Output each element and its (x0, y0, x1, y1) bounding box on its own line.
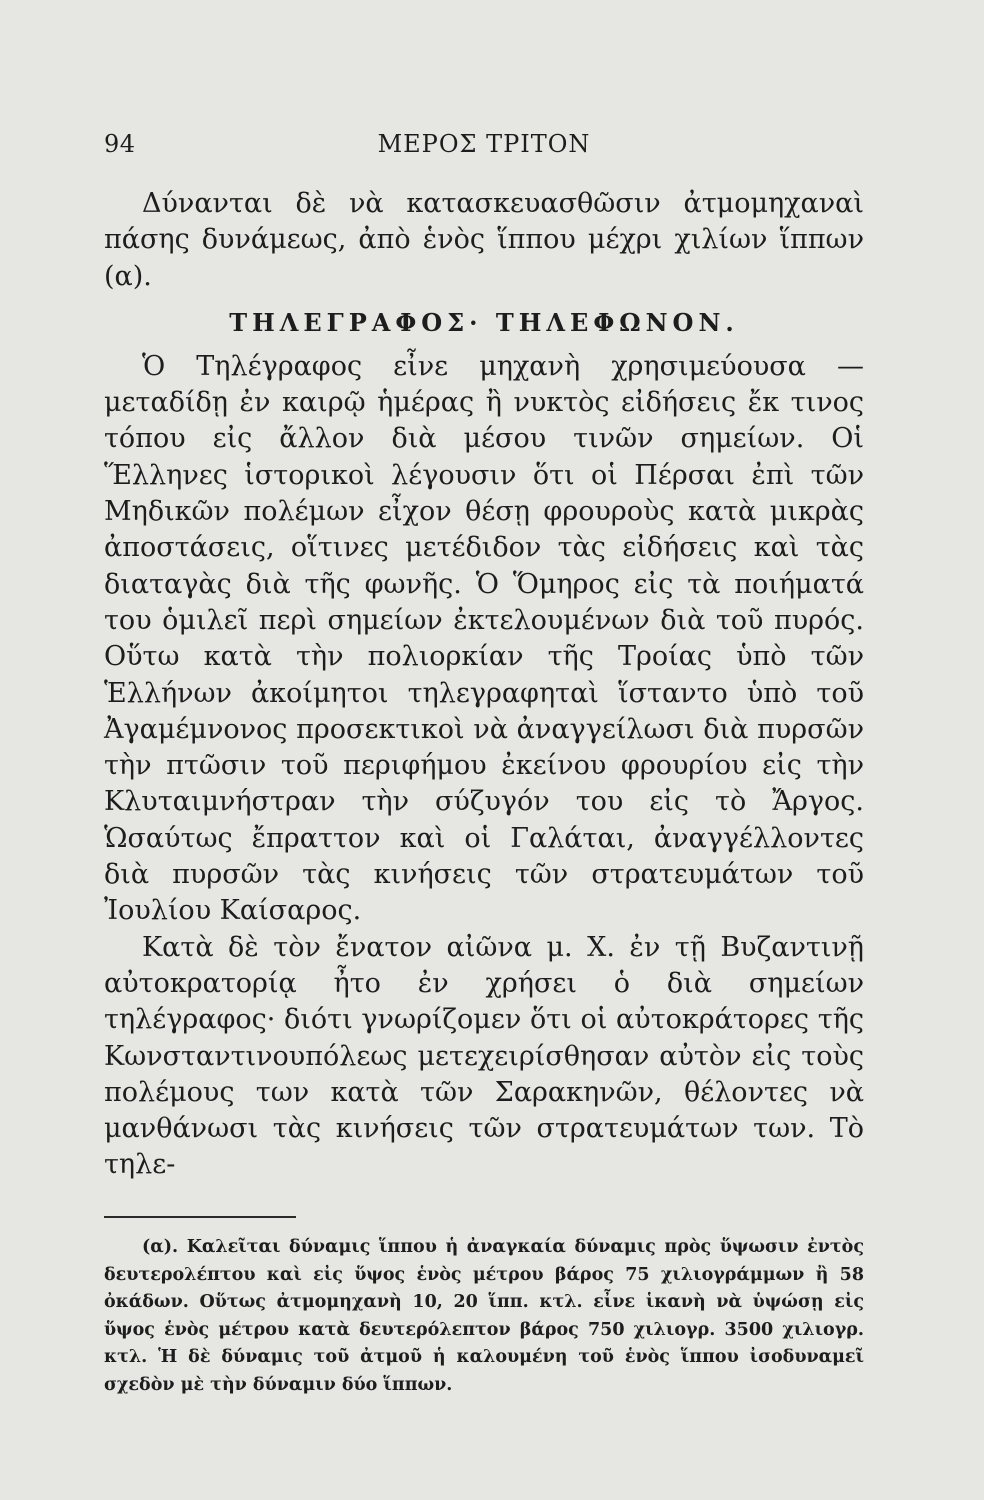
paragraph-telegraph-history: Ὁ Τηλέγραφος εἶνε μηχανὴ χρησιμεύουσα — μεταδίδῃ ἐν καιρῷ ἡμέρας ἢ νυκτὸς εἰδήσεις ἔκ τινος τόπου εἰς ἄλλον διὰ μέσου τινῶν σημείων. Οἱ Ἕλληνες ἱστορικοὶ λέγουσιν ὅτι οἱ Πέρσαι ἐπὶ τῶν Μηδικῶν πολέμων εἶχον θέσῃ φρουροὺς κατὰ μικρὰς ἀποστάσεις, οἵτινες μετέδιδον τὰς εἰδήσεις καὶ τὰς διαταγὰς διὰ τῆς φωνῆς. Ὁ Ὅμηρος εἰς τὰ ποιήματά του ὁμιλεῖ περὶ σημείων ἐκτελουμένων διὰ τοῦ πυρός. Οὕτω κατὰ τὴν πολιορκίαν τῆς Τροίας ὑπὸ τῶν Ἑλλήνων ἀκοίμητοι τηλεγραφηταὶ ἵσταντο ὑπὸ τοῦ Ἀγαμέμνονος προσεκτικοὶ νὰ ἀναγγείλωσι διὰ πυρσῶν τὴν πτῶσιν τοῦ περιφήμου ἐκείνου φρουρίου εἰς τὴν Κλυταιμνήστραν τὴν σύζυγόν του εἰς τὸ Ἄργος. Ὡσαύτως ἔπραττον καὶ οἱ Γαλάται, ἀναγγέλλοντες διὰ πυρσῶν τὰς κινήσεις τῶν στρατευμάτων τοῦ Ἰουλίου Καίσαρος. (104, 350, 864, 927)
footnote (104, 1234, 864, 1399)
section-heading: ΤΗΛΕΓΡΑΦΟΣ· ΤΗΛΕΦΩΝΟΝ. (229, 307, 739, 337)
footnote-text: (α). Καλεῖται δύναμις ἵππου ἡ ἀναγκαία δύναμις πρὸς ὕψωσιν ἐντὸς δευτερολέπτου καὶ εἰς ὕψος ἑνὸς μέτρου βάρος 75 χιλιογράμμων ἢ 58 ὀκάδων. Οὕτως ἀτμομηχανὴ 10, 20 ἵππ. κτλ. εἶνε ἱκανὴ νὰ ὑψώσῃ εἰς ὕψος ἑνὸς μέτρου κατὰ δευτερόλεπτον βάρος 750 χιλιογρ. 3500 χιλιογρ. κτλ. Ἡ δὲ δύναμις τοῦ ἀτμοῦ ἡ καλουμένη τοῦ ἑνὸς ἵππου ἰσοδυναμεῖ σχεδὸν μὲ τὴν δύναμιν δύο ἵππων. (104, 1237, 864, 1395)
paragraph-byzantine-telegraph: Κατὰ δὲ τὸν ἔνατον αἰῶνα μ. Χ. ἐν τῇ Βυζαντινῇ αὐτοκρατορίᾳ ἦτο ἐν χρήσει ὁ διὰ σημείων τηλέγραφος· διότι γνωρίζομεν ὅτι οἱ αὐτοκράτορες τῆς Κωνσταντινουπόλεως μετεχειρίσθησαν αὐτὸν εἰς τοὺς πολέμους των κατὰ τῶν Σαρακηνῶν, θέλοντες νὰ μανθάνωσι τὰς κινήσεις τῶν στρατευμάτων των. Τὸ τηλε- (104, 931, 864, 1181)
main-text (104, 186, 864, 1184)
page-header (104, 130, 864, 164)
running-title: ΜΕΡΟΣ ΤΡΙΤΟΝ (377, 130, 591, 158)
page-number: 94 (104, 130, 136, 158)
paragraph-steam-engines: Δύνανται δὲ νὰ κατασκευασθῶσιν ἀτμομηχαναὶ πάσης δυνάμεως, ἀπὸ ἑνὸς ἵππου μέχρι χιλίων ἵππων (α). (104, 188, 864, 292)
footnote-divider (104, 1216, 296, 1218)
